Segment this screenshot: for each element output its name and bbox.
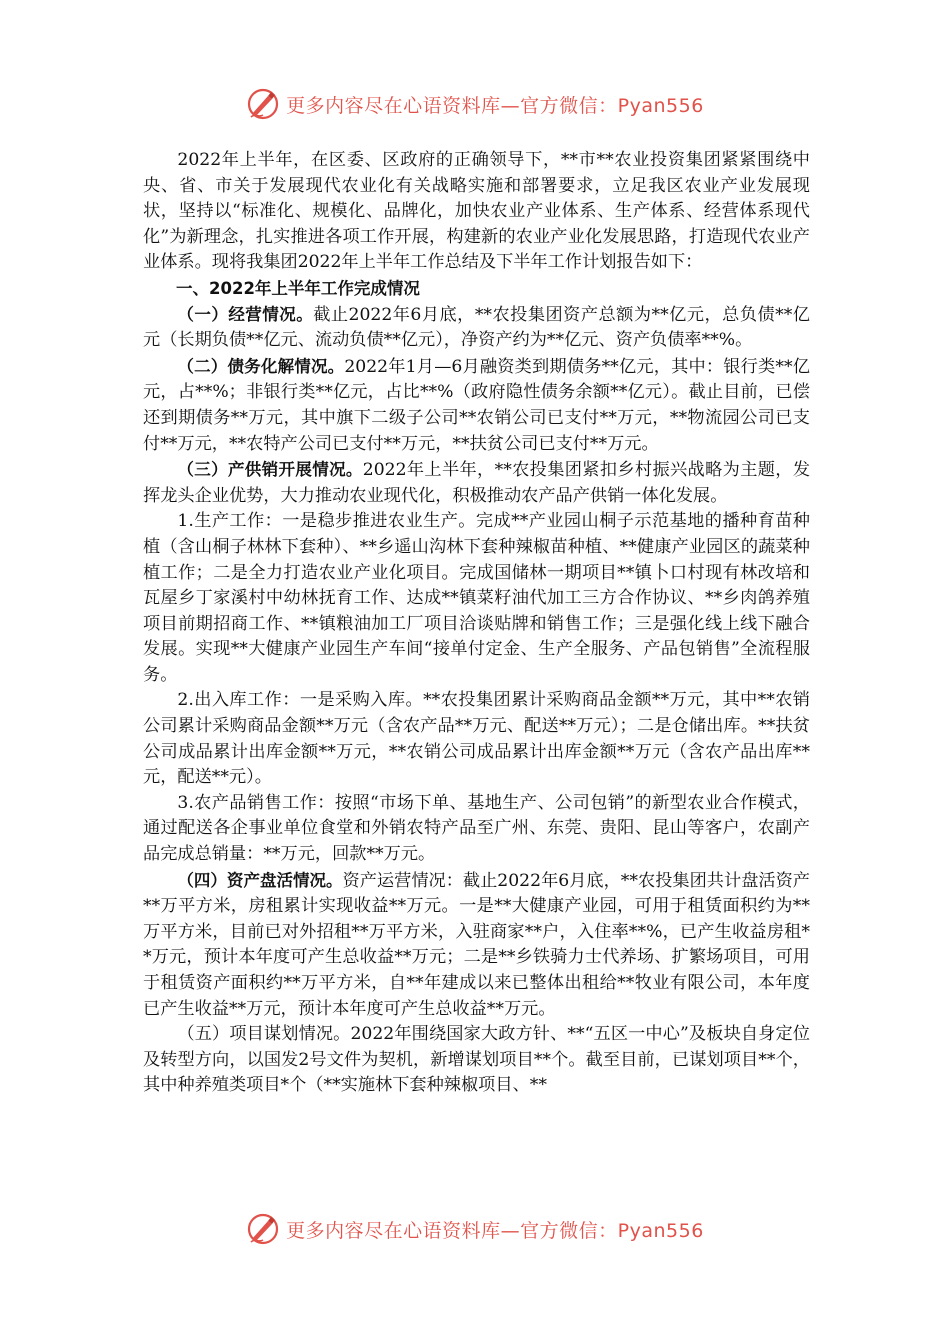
document-body <box>143 148 810 1099</box>
paragraph-text: 1.生产工作：一是稳步推进农业生产。完成**产业园山桐子示范基地的播种育苗种植（含山桐子林林下套种）、**乡遥山沟林下套种辣椒苗种植、**健康产业园区的蔬菜种植工作；二是全力打造农业产业化项目。完成国储林一期项目**镇卜口村现有林改培和瓦屋乡丁家溪村中幼林抚育工作、达成**镇菜籽油代加工三方合作协议、**乡肉鸽养殖项目前期招商工作、**镇粮油加工厂项目洽谈贴牌和销售工作；三是强化线上线下融合发展。实现**大健康产业园生产车间“接单付定金、生产全服务、产品包销售”全流程服务。 <box>143 511 810 685</box>
footer-banner <box>0 1209 950 1249</box>
paragraph-lead: （四）资产盘活情况。 <box>177 870 343 890</box>
paragraph <box>143 354 810 457</box>
paragraph <box>143 302 810 354</box>
heading-text: 一、2022年上半年工作完成情况 <box>176 278 420 298</box>
banner-text: 更多内容尽在心语资料库—官方微信：Pyan556 <box>286 1219 704 1242</box>
pen-logo-icon <box>246 87 280 121</box>
paragraph-text: 2022年上半年，**农投集团紧扣乡村振兴战略为主题，发挥龙头企业优势，大力推动农业现代化，积极推动农产品产供销一体化发展。 <box>143 460 811 506</box>
banner-text: 更多内容尽在心语资料库—官方微信：Pyan556 <box>286 94 704 117</box>
paragraph-text: 2022年1月—6月融资类到期债务**亿元，其中：银行类**亿元，占**%；非银行类**亿元，占比**%（政府隐性债务余额**亿元）。截止目前，已偿还到期债务**万元，其中旗下二级子公司**农销公司已支付**万元，**物流园公司已支付**万元，**农特产公司已支付**万元，**扶贫公司已支付**万元。 <box>143 356 810 454</box>
paragraph <box>143 868 810 1023</box>
paragraph-text: 3.农产品销售工作：按照“市场下单、基地生产、公司包销”的新型农业合作模式，通过配送各企事业单位食堂和外销农特产品至广州、东莞、贵阳、昆山等客户，农副产品完成总销量：**万元，回款**万元。 <box>143 792 810 865</box>
paragraph <box>143 1022 810 1099</box>
paragraph-text: 2.出入库工作：一是采购入库。**农投集团累计采购商品金额**万元，其中**农销公司累计采购商品金额**万元（含农产品**万元、配送**万元）；二是仓储出库。**扶贫公司成品累计出库金额**万元，**农销公司成品累计出库金额**万元（含农产品出库**元，配送**元）。 <box>143 690 810 788</box>
paragraph <box>143 457 810 509</box>
paragraph <box>143 791 810 868</box>
paragraph-text: 截止2022年6月底，**农投集团资产总额为**亿元，总负债**亿元（长期负债**亿元、流动负债**亿元），净资产约为**亿元、资产负债率**%。 <box>143 304 810 351</box>
paragraph-lead: （二）债务化解情况。 <box>177 356 345 376</box>
pen-logo-icon <box>246 1212 280 1246</box>
paragraph-lead: （三）产供销开展情况。 <box>177 460 363 480</box>
paragraph-text: 资产运营情况：截止2022年6月底，**农投集团共计盘活资产**万平方米，房租累计实现收益**万元。一是**大健康产业园，可用于租赁面积约为**万平方米，目前已对外招租**万平方米，入驻商家**户，入住率**%，已产生收益房租**万元，预计本年度可产生总收益**万元；二是**乡铁骑力士代养场、扩繁场项目，可用于租赁资产面积约**万平方米，自**年建成以来已整体出租给**牧业有限公司，本年度已产生收益**万元，预计本年度可产生总收益**万元。 <box>143 870 810 1019</box>
paragraph <box>143 148 810 276</box>
paragraph <box>143 509 810 688</box>
paragraph-text: 2022年上半年，在区委、区政府的正确领导下，**市**农业投资集团紧紧围绕中央、省、市关于发展现代农业化有关战略实施和部署要求，立足我区农业产业发展现状，坚持以“标准化、规模化、品牌化，加快农业产业体系、生产体系、经营体系现代化”为新理念，扎实推进各项工作开展，构建新的农业产业化发展思路，打造现代农业产业体系。现将我集团2022年上半年工作总结及下半年工作计划报告如下： <box>143 150 810 273</box>
paragraph-lead: （一）经营情况。 <box>177 304 314 324</box>
paragraph-text: （五）项目谋划情况。2022年围绕国家大政方针、**“五区一中心”及板块自身定位及转型方向，以国发2号文件为契机，新增谋划项目**个。截至目前，已谋划项目**个，其中种养殖类项目*个（**实施林下套种辣椒项目、** <box>143 1024 810 1096</box>
section-heading <box>143 276 810 302</box>
header-banner <box>0 84 950 124</box>
paragraph <box>143 688 810 790</box>
